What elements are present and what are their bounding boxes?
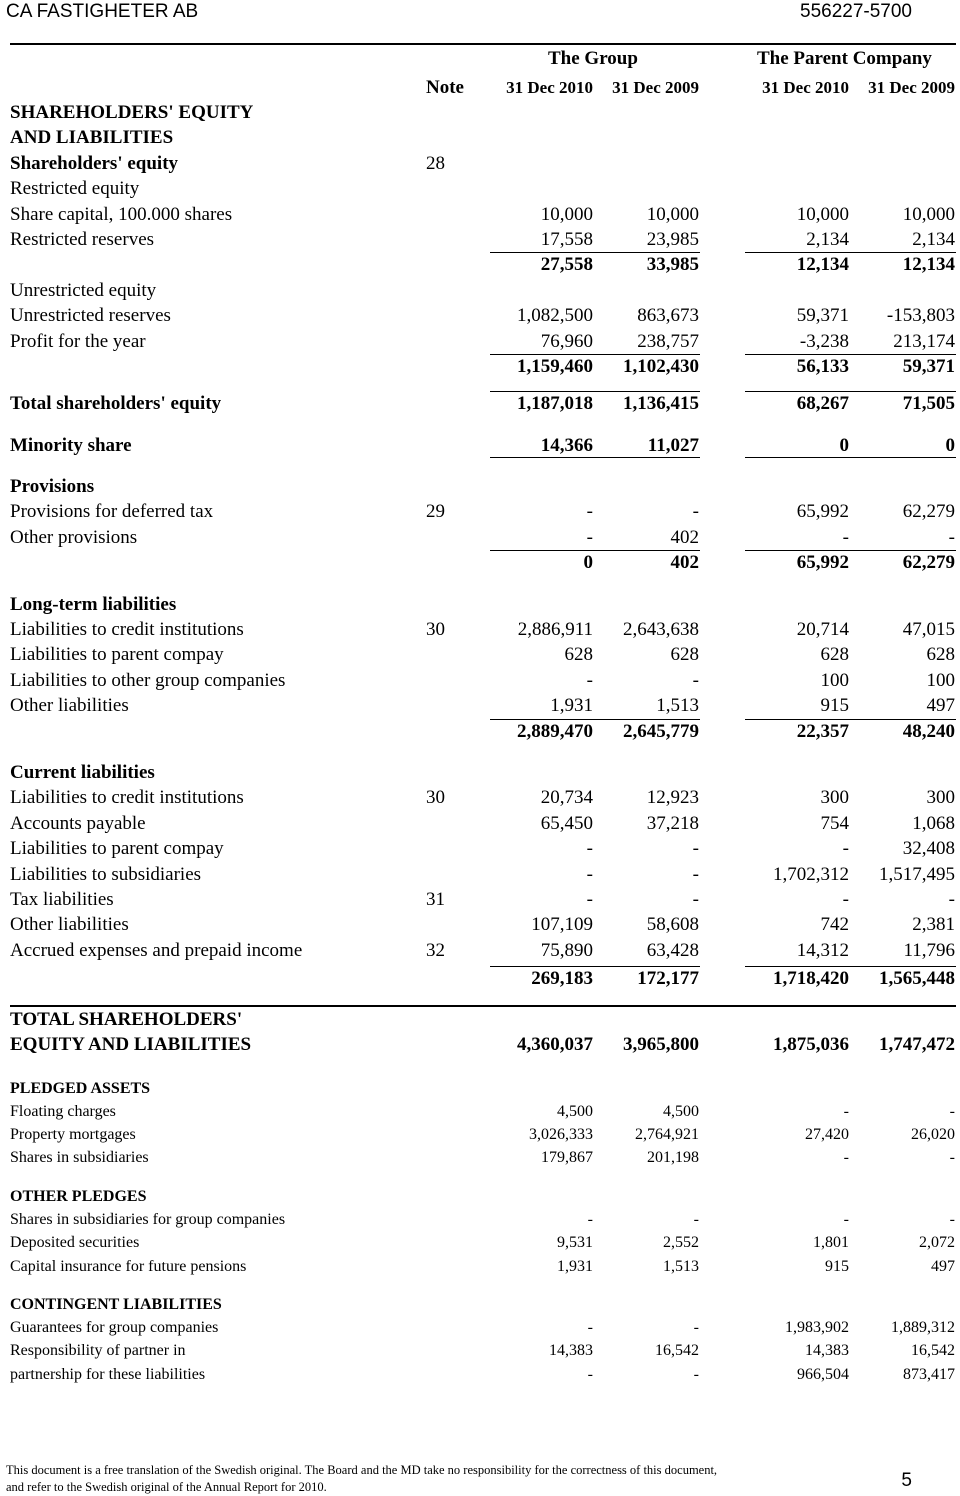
parent-2010-value: 65,992 [796, 552, 849, 574]
group-2010-value: 14,383 [549, 1342, 593, 1360]
parent-2009-value: 1,068 [912, 812, 955, 834]
group-2009-value: 1,136,415 [623, 393, 699, 415]
parent-2009-value: 2,072 [919, 1234, 955, 1252]
group-2009-value: 863,673 [637, 305, 699, 327]
col-parent-2009: 31 Dec 2009 [868, 78, 955, 97]
row-label: Other provisions [10, 526, 138, 548]
parent-2009-value: - [949, 1210, 955, 1228]
note-ref: 30 [426, 787, 445, 809]
group-2009-value: 1,513 [656, 695, 699, 717]
parent-2010-value: 59,371 [796, 305, 849, 327]
subsection-heading: Unrestricted equity [10, 279, 157, 301]
group-2010-value: 76,960 [540, 330, 593, 352]
parent-2010-value: 1,875,036 [773, 1033, 849, 1055]
company-name: CA FASTIGHETER AB [6, 1, 199, 22]
parent-2010-value: 966,504 [797, 1365, 849, 1383]
subtotal-row [0, 550, 960, 575]
table-row [0, 617, 960, 642]
row-label: Liabilities to credit institutions [10, 787, 244, 809]
parent-2009-value: -153,803 [886, 305, 955, 327]
parent-2010-value: - [843, 1210, 849, 1228]
row-label: Floating charges [10, 1102, 116, 1120]
row-label: Shares in subsidiaries for group companies [10, 1210, 286, 1228]
group-2009-value: 4,500 [663, 1102, 699, 1120]
group-2009-value: 2,643,638 [623, 619, 699, 641]
row-label: Guarantees for group companies [10, 1319, 219, 1337]
group-2010-value: 10,000 [540, 203, 593, 225]
total-rule [745, 457, 956, 458]
section-heading: Provisions [10, 476, 95, 498]
group-2010-value: - [586, 888, 593, 910]
group-2010-value: 1,159,460 [517, 355, 593, 377]
parent-2010-value: 1,718,420 [773, 968, 849, 990]
table-row [0, 1255, 960, 1278]
parent-2009-value: 497 [926, 695, 955, 717]
group-2010-value: 9,531 [557, 1234, 593, 1252]
group-2009-value: 201,198 [647, 1149, 699, 1167]
row-label: Deposited securities [10, 1234, 140, 1252]
group-2010-value: 4,500 [557, 1102, 593, 1120]
group-2009-value: - [692, 838, 699, 860]
table-row [0, 938, 960, 963]
parent-2010-value: 22,357 [796, 720, 849, 742]
group-2009-value: 12,923 [646, 787, 699, 809]
row-label: Liabilities to subsidiaries [10, 863, 202, 885]
table-row [0, 1100, 960, 1123]
group-2010-value: - [587, 1365, 593, 1383]
group-2009-value: 37,218 [646, 812, 699, 834]
note-ref: 29 [426, 501, 445, 523]
parent-2009-value: 16,542 [911, 1342, 955, 1360]
page-header [0, 0, 960, 26]
group-2010-value: 27,558 [540, 254, 593, 276]
org-number: 556227-5700 [800, 1, 912, 22]
group-2009-value: 2,645,779 [623, 720, 699, 742]
table-row [0, 1363, 960, 1386]
group-2010-value: 2,889,470 [517, 720, 593, 742]
table-row [0, 642, 960, 667]
row-label: Shares in subsidiaries [10, 1149, 149, 1167]
parent-2009-value: 62,279 [902, 501, 955, 523]
parent-2010-value: 2,134 [806, 228, 849, 250]
total-rule [745, 354, 956, 355]
note-ref: 32 [426, 939, 445, 961]
row-label: Profit for the year [10, 330, 146, 352]
group-2009-value: 58,608 [646, 914, 699, 936]
grand-total-block [10, 1005, 956, 1059]
group-2010-value: - [587, 1210, 593, 1228]
table-row [0, 1146, 960, 1169]
parent-2009-value: - [948, 526, 955, 548]
table-row [0, 668, 960, 693]
group-2010-value: 14,366 [540, 434, 593, 456]
col-group-2010: 31 Dec 2010 [506, 78, 593, 97]
parent-2009-value: 1,565,448 [879, 968, 955, 990]
parent-2010-value: 68,267 [796, 393, 849, 415]
parent-2010-value: 915 [820, 695, 849, 717]
col-parent-2010: 31 Dec 2010 [762, 78, 849, 97]
parent-2010-value: - [843, 1149, 849, 1167]
parent-2010-value: 14,312 [796, 939, 849, 961]
total-row [0, 433, 960, 458]
group-2009-value: 402 [670, 552, 699, 574]
parent-2009-value: 47,015 [902, 619, 955, 641]
group-2010-value: 179,867 [541, 1149, 593, 1167]
section-heading: Current liabilities [10, 761, 155, 783]
parent-2009-value: 71,505 [902, 393, 955, 415]
parent-2009-value: 59,371 [902, 355, 955, 377]
total-row [0, 391, 960, 416]
row-label: Liabilities to credit institutions [10, 619, 244, 641]
table-row [0, 227, 960, 252]
parent-2009-value: 2,134 [912, 228, 955, 250]
row-label: Accounts payable [10, 812, 146, 834]
parent-2010-value: 1,983,902 [785, 1319, 849, 1337]
total-rule [490, 550, 700, 551]
group-2010-value: 107,109 [531, 914, 593, 936]
parent-2010-value: 12,134 [796, 254, 849, 276]
parent-2010-value: 56,133 [796, 355, 849, 377]
group-2009-value: 2,764,921 [635, 1126, 699, 1144]
row-label: Minority share [10, 434, 132, 456]
row-label: Tax liabilities [10, 888, 114, 910]
table-row [0, 912, 960, 937]
note-ref: 28 [426, 152, 445, 174]
parent-2009-value: - [948, 888, 955, 910]
table-row [0, 785, 960, 810]
table-row [0, 1208, 960, 1231]
group-2009-value: - [692, 863, 699, 885]
group-2010-value: 628 [564, 644, 593, 666]
parent-2009-value: 213,174 [893, 330, 955, 352]
table-row [0, 1123, 960, 1146]
total-rule [745, 719, 956, 720]
table-row [0, 499, 960, 524]
table-row [0, 202, 960, 227]
parent-2009-value: 10,000 [902, 203, 955, 225]
group-2009-value: - [693, 1210, 699, 1228]
group-2010-value: 2,886,911 [517, 619, 593, 641]
disclaimer-line-2: and refer to the Swedish original of the Annual Report for 2010. [6, 1480, 327, 1494]
disclaimer-line-1: This document is a free translation of the Swedish original. The Board and the MD take no responsibility for the correctness of this document, [6, 1463, 718, 1477]
note-ref: 31 [426, 888, 445, 910]
parent-2009-value: 26,020 [911, 1126, 955, 1144]
parent-2010-value: -3,238 [799, 330, 849, 352]
note-ref: 30 [426, 619, 445, 641]
group-2009-value: - [692, 888, 699, 910]
note-header: Note [426, 77, 464, 98]
group-2009-value: 11,027 [647, 434, 699, 456]
total-rule [745, 966, 956, 967]
grand-total-label-1: TOTAL SHAREHOLDERS' [10, 1008, 243, 1030]
group-2010-value: - [586, 863, 593, 885]
parent-2010-value: 1,702,312 [773, 863, 849, 885]
group-2010-value: - [586, 501, 593, 523]
group-2009-value: 10,000 [646, 203, 699, 225]
grand-total-label-2: EQUITY AND LIABILITIES [10, 1033, 252, 1055]
table-row [0, 836, 960, 861]
page-number: 5 [901, 1470, 912, 1491]
group-2010-value: 17,558 [540, 228, 593, 250]
group-2009-value: - [693, 1319, 699, 1337]
parent-2010-value: 0 [839, 434, 849, 456]
total-rule [745, 550, 956, 551]
table-row [0, 693, 960, 718]
table-row [0, 1339, 960, 1362]
subsection-heading: Restricted equity [10, 178, 140, 200]
group-2010-value: 3,026,333 [529, 1126, 593, 1144]
group-2009-value: 1,102,430 [623, 355, 699, 377]
parent-2009-value: 0 [945, 434, 955, 456]
parent-2010-value: - [842, 838, 849, 860]
group-2009-value: 402 [670, 526, 699, 548]
row-label: Total shareholders' equity [10, 393, 222, 415]
parent-2010-value: - [843, 1102, 849, 1120]
group-2009-value: - [692, 669, 699, 691]
parent-2009-value: 497 [931, 1257, 955, 1275]
row-label: Share capital, 100.000 shares [10, 203, 233, 225]
row-label: Liabilities to parent compay [10, 838, 224, 860]
section-heading: SHAREHOLDERS' EQUITY [10, 102, 254, 123]
row-label: Liabilities to other group companies [10, 669, 286, 691]
group-2009-value: 3,965,800 [623, 1033, 699, 1055]
parent-2009-value: 48,240 [902, 720, 955, 742]
table-row [0, 887, 960, 912]
group-2009-value: - [692, 501, 699, 523]
table-row [0, 1316, 960, 1339]
section-heading: PLEDGED ASSETS [10, 1079, 151, 1097]
group-2009-value: 172,177 [637, 968, 699, 990]
row-label: Provisions for deferred tax [10, 501, 214, 523]
table-row [0, 303, 960, 328]
row-label: Unrestricted reserves [10, 305, 171, 327]
section-heading: OTHER PLEDGES [10, 1187, 147, 1205]
total-rule [490, 391, 700, 392]
section-heading: CONTINGENT LIABILITIES [10, 1295, 222, 1313]
parent-2009-value: 628 [926, 644, 955, 666]
parent-2009-value: 32,408 [902, 838, 955, 860]
table-row [0, 525, 960, 550]
parent-2010-value: - [842, 888, 849, 910]
row-label: Property mortgages [10, 1126, 136, 1144]
group-2009-value: 1,513 [663, 1257, 699, 1275]
total-rule [490, 457, 700, 458]
group-2009-value: 16,542 [655, 1342, 699, 1360]
parent-2009-value: 1,517,495 [879, 863, 955, 885]
parent-2010-value: 754 [820, 812, 849, 834]
parent-2009-value: 1,747,472 [879, 1033, 955, 1055]
parent-2010-value: 10,000 [796, 203, 849, 225]
parent-2010-value: 27,420 [805, 1126, 849, 1144]
parent-2010-value: 1,801 [813, 1234, 849, 1252]
balance-sheet [0, 100, 960, 1386]
total-rule [490, 966, 700, 967]
group-2010-value: 75,890 [540, 939, 593, 961]
parent-2009-value: 11,796 [903, 939, 955, 961]
group-2010-value: - [587, 1319, 593, 1337]
group-2010-value: 4,360,037 [517, 1033, 593, 1055]
parent-2009-value: 300 [926, 787, 955, 809]
parent-2009-value: - [949, 1102, 955, 1120]
subtotal-row [0, 966, 960, 991]
total-rule [490, 354, 700, 355]
row-label: Responsibility of partner in [10, 1342, 186, 1360]
subtotal-row [0, 252, 960, 277]
subtotal-row [0, 354, 960, 379]
shareholders-equity-heading: Shareholders' equity 28 [0, 151, 960, 176]
parent-2010-value: 300 [820, 787, 849, 809]
group-2010-value: - [586, 526, 593, 548]
group-2009-value: 238,757 [637, 330, 699, 352]
group-2010-value: 0 [583, 552, 593, 574]
section-heading: AND LIABILITIES [10, 127, 174, 149]
table-row [0, 862, 960, 887]
group-2010-value: 65,450 [540, 812, 593, 834]
total-rule [490, 719, 700, 720]
total-rule [490, 252, 700, 253]
group-2010-value: 1,187,018 [517, 393, 593, 415]
group-2009-value: 33,985 [646, 254, 699, 276]
parent-2009-value: - [949, 1149, 955, 1167]
parent-2010-value: 65,992 [796, 501, 849, 523]
group-2010-value: 1,931 [557, 1257, 593, 1275]
parent-2010-value: 628 [820, 644, 849, 666]
group-2009-value: - [693, 1365, 699, 1383]
group-2010-value: 269,183 [531, 968, 593, 990]
row-label: Other liabilities [10, 695, 129, 717]
parent-2009-value: 12,134 [902, 254, 955, 276]
disclaimer-footer [6, 1462, 906, 1496]
parent-2009-value: 1,889,312 [891, 1319, 955, 1337]
group-2010-value: - [586, 669, 593, 691]
row-label: partnership for these liabilities [10, 1365, 206, 1383]
parent-2009-value: 62,279 [902, 552, 955, 574]
group-2010-value: - [586, 838, 593, 860]
group-2010-value: 20,734 [540, 787, 593, 809]
parent-2010-value: 14,383 [805, 1342, 849, 1360]
table-row [0, 1231, 960, 1254]
column-header-row [0, 75, 960, 100]
table-row [0, 811, 960, 836]
section-heading: Long-term liabilities [10, 593, 177, 615]
col-group-2009: 31 Dec 2009 [612, 78, 699, 97]
group-2010-value: 1,082,500 [517, 305, 593, 327]
parent-2010-value: 20,714 [796, 619, 849, 641]
group-2009-value: 63,428 [646, 939, 699, 961]
parent-2009-value: 100 [926, 669, 955, 691]
row-label: Liabilities to parent compay [10, 644, 224, 666]
subtotal-row [0, 719, 960, 744]
group-title: The Group [548, 48, 638, 69]
parent-2010-value: - [842, 526, 849, 548]
total-rule [745, 391, 956, 392]
parent-2009-value: 873,417 [903, 1365, 955, 1383]
grand-total-row [0, 1032, 960, 1057]
group-2009-value: 2,552 [663, 1234, 699, 1252]
parent-2010-value: 742 [820, 914, 849, 936]
parent-title: The Parent Company [757, 48, 932, 69]
parent-2010-value: 915 [825, 1257, 849, 1275]
row-label: Accrued expenses and prepaid income [10, 939, 303, 961]
parent-2009-value: 2,381 [912, 914, 955, 936]
row-label: Capital insurance for future pensions [10, 1257, 247, 1275]
group-2009-value: 628 [670, 644, 699, 666]
total-rule [745, 252, 956, 253]
group-2010-value: 1,931 [550, 695, 593, 717]
row-label: Other liabilities [10, 914, 129, 936]
header-rule [10, 43, 956, 45]
row-label: Restricted reserves [10, 228, 155, 250]
group-2009-value: 23,985 [646, 228, 699, 250]
table-row [0, 329, 960, 354]
parent-2010-value: 100 [820, 669, 849, 691]
